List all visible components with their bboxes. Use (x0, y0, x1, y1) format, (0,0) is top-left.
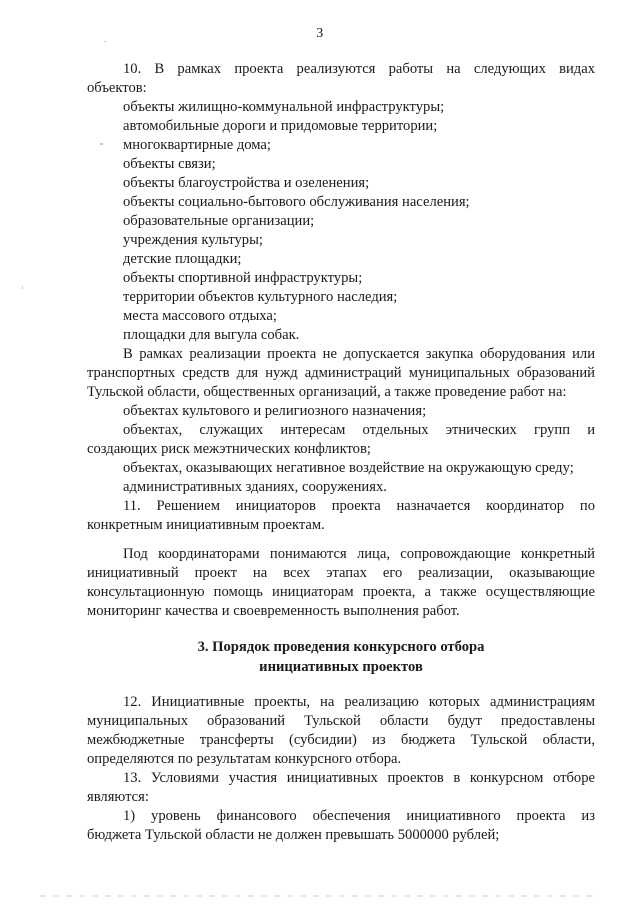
object-types-list (87, 98, 595, 345)
clause-10-line-1: 10. В рамках проекта реализуются работы на следующих видах (123, 61, 595, 77)
list-item: автомобильные дороги и придомовые территории; (123, 118, 438, 134)
restricted-item: объектах культового и религиозного назначения; (123, 403, 427, 419)
scan-speck (100, 143, 103, 145)
coordinators-line-4: мониторинг качества и своевременность выполнения работ. (87, 603, 460, 619)
coordinators-line-3: консультационную помощь инициаторам проекта, а также осуществляющие (87, 584, 595, 600)
document-body (87, 60, 595, 845)
list-item: объекты социально-бытового обслуживания населения; (123, 194, 470, 210)
list-item: объекты благоустройства и озеленения; (123, 175, 370, 191)
list-item: объекты спортивной инфраструктуры; (123, 270, 363, 286)
coordinators-line-1: Под координаторами понимаются лица, сопровождающие конкретный (123, 546, 595, 562)
restricted-item: объектах, служащих интересам отдельных этнических групп и (123, 422, 595, 438)
list-item: многоквартирные дома; (123, 137, 271, 153)
condition-1-line-1: 1) уровень финансового обеспечения инициативного проекта из (123, 808, 595, 824)
scan-edge-noise (40, 895, 600, 897)
clause-13-line-1: 13. Условиями участия инициативных проектов в конкурсном отборе (123, 770, 595, 786)
list-item: объекты жилищно-коммунальной инфраструктуры; (123, 99, 445, 115)
clause-11-line-2: конкретным инициативным проектам. (87, 517, 325, 533)
restriction-line-2: транспортных средств для нужд администраций муниципальных образований (87, 365, 595, 381)
condition-1-line-2: бюджета Тульской области не должен превышать 5000000 рублей; (87, 827, 500, 843)
coordinators-line-2: инициативный проект на всех этапах его реализации, оказывающие (87, 565, 595, 581)
scan-speck (22, 286, 23, 289)
list-item: места массового отдыха; (123, 308, 277, 324)
list-item: образовательные организации; (123, 213, 315, 229)
restricted-item: объектах, оказывающих негативное воздействие на окружающую среду; (123, 460, 574, 476)
clause-12-line-2: муниципальных образований Тульской области будут предоставлены (87, 713, 595, 729)
list-item: детские площадки; (123, 251, 242, 267)
list-item: учреждения культуры; (123, 232, 263, 248)
clause-13-line-2: являются: (87, 789, 149, 805)
section-heading-line-2: инициативных проектов (259, 659, 423, 675)
scan-speck (104, 41, 106, 42)
restriction-line-1: В рамках реализации проекта не допускается закупка оборудования или (123, 346, 595, 362)
clause-12-line-3: межбюджетные трансферты (субсидии) из бюджета Тульской области, (87, 732, 595, 748)
list-item: площадки для выгула собак. (123, 327, 300, 343)
restricted-item: административных зданиях, сооружениях. (123, 479, 387, 495)
clause-10-line-2: объектов: (87, 80, 147, 96)
page-number: 3 (316, 26, 324, 41)
restriction-line-3: Тульской области, общественных организаций, а также проведение работ на: (87, 384, 567, 400)
list-item: объекты связи; (123, 156, 216, 172)
clause-12-line-1: 12. Инициативные проекты, на реализацию которых администрациям (123, 694, 595, 710)
clause-12-line-4: определяются по результатам конкурсного отбора. (87, 751, 402, 767)
clause-11-line-1: 11. Решением инициаторов проекта назначается координатор по (123, 498, 595, 514)
section-heading-line-1: 3. Порядок проведения конкурсного отбора (197, 639, 485, 655)
list-item: территории объектов культурного наследия; (123, 289, 398, 305)
restricted-item-continuation: создающих риск межэтнических конфликтов; (87, 441, 371, 457)
